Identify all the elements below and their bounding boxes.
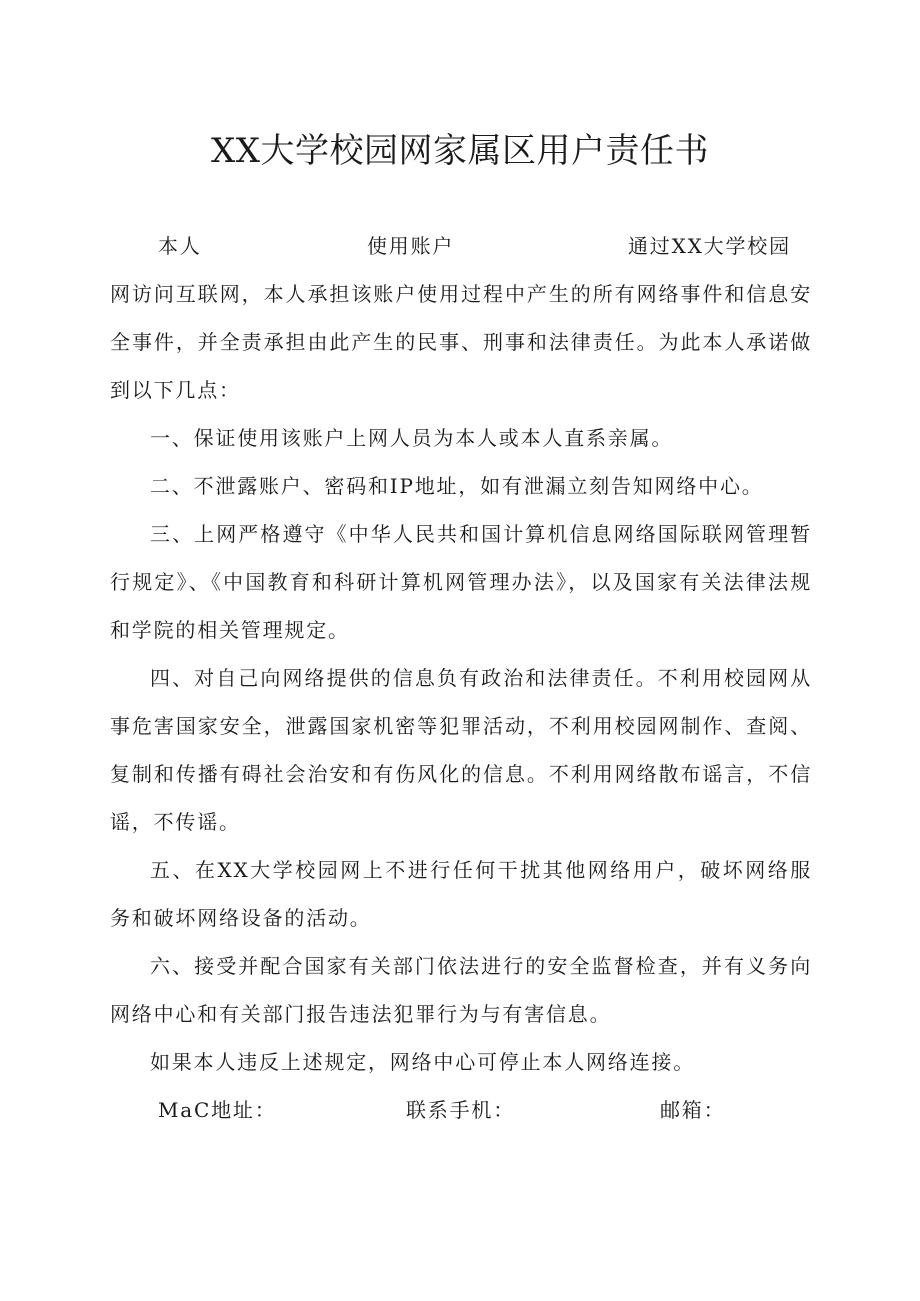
clause-5: 五、在XX大学校园网上不进行任何干扰其他网络用户，破坏网络服务和破坏网络设备的活动。 (110, 858, 812, 930)
intro-fill-line (110, 222, 812, 270)
phone-label: 联系手机： (406, 1098, 515, 1122)
contact-fields-line (110, 1086, 812, 1134)
account-label: 使用账户 (367, 234, 455, 258)
email-label: 邮箱： (660, 1098, 726, 1122)
closing-statement: 如果本人违反上述规定，网络中心可停止本人网络连接。 (150, 1050, 695, 1074)
intro-paragraph: 网访问互联网，本人承担该账户使用过程中产生的所有网络事件和信息安全事件，并全责承担由此产生的民事、刑事和法律责任。为此本人承诺做到以下几点： (110, 282, 812, 402)
via-label: 通过XX大学校园 (628, 234, 791, 258)
mac-address-label: MaC地址： (158, 1098, 277, 1122)
clause-4: 四、对自己向网络提供的信息负有政治和法律责任。不利用校园网从事危害国家安全，泄露国家机密等犯罪活动，不利用校园网制作、查阅、复制和传播有碍社会治安和有伤风化的信息。不利用网络散布谣言，不信谣，不传谣。 (110, 666, 812, 834)
clause-6: 六、接受并配合国家有关部门依法进行的安全监督检查，并有义务向网络中心和有关部门报告违法犯罪行为与有害信息。 (110, 954, 812, 1026)
name-label: 本人 (158, 234, 202, 258)
clause-1: 一、保证使用该账户上网人员为本人或本人直系亲属。 (150, 426, 674, 450)
clause-2: 二、不泄露账户、密码和IP地址，如有泄漏立刻告知网络中心。 (150, 474, 764, 498)
document-title: XX大学校园网家属区用户责任书 (211, 131, 709, 171)
document-body (110, 222, 812, 1134)
clause-3: 三、上网严格遵守《中华人民共和国计算机信息网络国际联网管理暂行规定》、《中国教育和科研计算机网管理办法》，以及国家有关法律法规和学院的相关管理规定。 (110, 522, 812, 642)
